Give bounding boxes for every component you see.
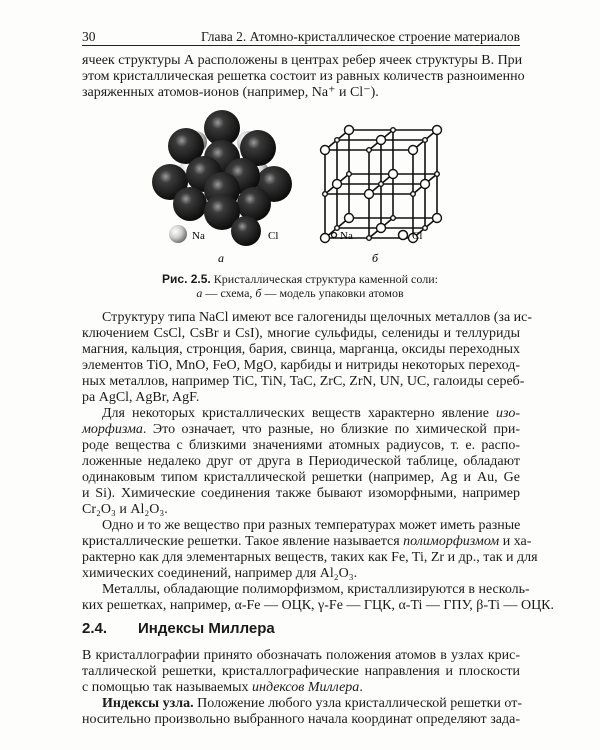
cl-atom [173, 187, 207, 221]
text-segment: с помощью так называемых [82, 680, 252, 695]
legend-a-cl: Cl [268, 230, 279, 242]
intro-paragraph [82, 53, 525, 101]
cl-node [421, 180, 430, 189]
cl-atom [237, 187, 271, 221]
paragraph-polymorphism [82, 518, 538, 582]
figure-caption [0, 272, 600, 300]
na-node [347, 172, 352, 177]
chapter-title: Глава 2. Атомно-кристаллическое строение материалов [200, 29, 520, 44]
cl-node [333, 180, 342, 189]
cl-node [321, 146, 330, 155]
paragraph-nacl-types [82, 310, 533, 406]
running-header [82, 27, 520, 46]
text-line [82, 326, 520, 342]
text-segment: В кристаллографии принято обозначать положения атомов в узлах крис- [82, 648, 520, 663]
na-node [423, 226, 428, 231]
text-segment: Cr₂O₃ и Al₂O₃. [82, 502, 168, 517]
na-node [423, 138, 428, 143]
text-segment: этом кристаллическая решетка состоит из равных количеств разноименно [82, 69, 525, 84]
text-segment: и ха- [499, 534, 532, 549]
na-node [411, 192, 416, 197]
section-title: Индексы Миллера [138, 620, 275, 637]
na-node [435, 172, 440, 177]
caption-b-text: — модель упаковки атомов [261, 286, 404, 300]
text-line [82, 438, 520, 454]
text-segment: элементов TiO, MnO, FeO, MgO, карбиды и нитриды некоторых переход- [82, 358, 520, 373]
na-node [379, 182, 384, 187]
text-line [82, 470, 520, 486]
text-line [82, 712, 520, 728]
text-line [82, 85, 520, 101]
legend-b-na: Na [340, 230, 353, 242]
na-node [367, 236, 372, 241]
text-segment: Металлы, обладающие полиморфизмом, кристаллизируются в несколь- [102, 582, 530, 597]
text-segment: Одно и то же вещество при разных температурах может иметь разные [102, 518, 521, 533]
nacl-lattice-model [321, 126, 442, 243]
text-line [82, 310, 533, 326]
paragraph-isomorphism [82, 406, 520, 518]
caption-b: б [255, 286, 262, 300]
text-segment: и Si). Химические соединения также бывают изоморфными, например [82, 486, 520, 501]
cl-node [365, 190, 374, 199]
text-line [82, 566, 520, 582]
caption-a-text: — схема, [202, 286, 256, 300]
text-segment: индексов Миллера [252, 680, 360, 695]
na-node [391, 128, 396, 133]
text-segment: изо- [496, 406, 520, 421]
subfigure-label-a: а [218, 251, 224, 265]
text-segment: ячеек структуры А расположены в центрах ребер ячеек структуры В. При [82, 53, 523, 68]
na-sphere-icon [169, 225, 187, 243]
text-segment: одинаковым типом кристаллической решетки (например, Ag и Au, Ge [82, 470, 520, 485]
na-node [391, 216, 396, 221]
cl-sphere-icon [231, 216, 261, 246]
na-node [367, 148, 372, 153]
text-segment: рактерно как для элементарных веществ, таких как Fe, Ti, Zr и др., так и для [82, 550, 538, 565]
text-segment: морфизма [82, 422, 143, 437]
cl-node [409, 146, 418, 155]
nacl-sphere-model [152, 110, 292, 230]
legend-a-na: Na [192, 230, 205, 242]
na-node [323, 192, 328, 197]
text-line [82, 406, 520, 422]
cl-node [321, 234, 330, 243]
na-node [335, 226, 340, 231]
cl-node [433, 214, 442, 223]
text-segment: . [359, 680, 363, 695]
section-number: 2.4. [82, 620, 108, 637]
text-segment: ких решетках, например, α-Fe — ОЦК, γ-Fe — ГЦК, α-Ti — ГПУ, β-Ti — ОЦК. [82, 598, 555, 613]
text-segment: полиморфизмом [403, 534, 500, 549]
body-text-column [82, 310, 555, 614]
text-line [82, 648, 520, 664]
na-node [335, 138, 340, 143]
text-line [82, 342, 520, 358]
legend-b-cl: Cl [412, 230, 423, 242]
text-line [82, 550, 538, 566]
text-segment: заряженных атомов-ионов (например, Na⁺ и Cl⁻). [82, 85, 379, 100]
text-line [82, 582, 530, 598]
caption-line-1: Кристаллическая структура каменной соли: [213, 272, 438, 286]
text-segment: кристаллические решетки. Такое явление называется [82, 534, 404, 549]
text-line [82, 518, 520, 534]
text-segment: ных металлов, например TiC, TiN, TaC, ZrC, ZrN, UN, UC, галоиды сереб- [82, 374, 525, 389]
cl-node [433, 126, 442, 135]
cl-node [377, 224, 386, 233]
paragraph-node-indices [82, 696, 520, 728]
text-segment: ра AgCl, AgBr, AgF. [82, 390, 200, 405]
text-segment: Индексы узла. [102, 696, 194, 711]
text-segment: ключением CsCl, CsBr и CsI), многие сульфиды, селениды и теллуриды [82, 326, 520, 341]
text-segment: таллической решетки, кристаллографические направления и плоскости [82, 664, 520, 679]
cl-node [377, 136, 386, 145]
text-line [82, 454, 520, 470]
caption-label: Рис. 2.5. [162, 272, 211, 286]
text-segment: химических соединений, например для Al₂O₃. [82, 566, 358, 581]
text-line [82, 422, 520, 438]
text-segment: магния, кальция, стронция, бария, свинца, марганца, оксиды переходных [82, 342, 520, 357]
text-line [82, 502, 520, 518]
text-line [82, 664, 520, 680]
cl-node [345, 214, 354, 223]
subfigure-label-b: б [372, 251, 379, 265]
text-segment: роде вещества с близкими значениями атомных радиусов, т. е. распо- [82, 438, 520, 453]
na-node-icon [332, 233, 337, 238]
caption-a: а [196, 286, 203, 300]
cl-node-icon [399, 231, 408, 240]
text-line [82, 680, 520, 696]
text-segment: ложенные недалеко друг от друга в Периодической таблице, обладают [82, 454, 520, 469]
text-line [82, 53, 523, 69]
cl-node [345, 126, 354, 135]
text-line [82, 696, 520, 712]
text-line [82, 69, 525, 85]
text-line [82, 374, 525, 390]
section-text-column [82, 648, 520, 728]
text-line [82, 390, 520, 406]
text-line [82, 534, 532, 550]
text-segment: Для некоторых кристаллических веществ характерно явление [102, 406, 497, 421]
text-line [82, 598, 555, 614]
paragraph-metals [82, 582, 555, 614]
paragraph-miller-intro [82, 648, 520, 696]
cl-node [389, 170, 398, 179]
text-segment: Структуру типа NaCl имеют все галогениды щелочных металлов (за ис- [102, 310, 533, 325]
figure-2-5 [0, 100, 600, 270]
page-number: 30 [82, 29, 96, 44]
text-line [82, 486, 520, 502]
text-line [82, 358, 520, 374]
text-segment: Положение любого узла кристаллической решетки от- [193, 696, 522, 711]
section-heading [82, 620, 275, 638]
text-segment: носительно произвольно выбранного начала координат определяют зада- [82, 712, 520, 727]
text-segment: . Это означает, что разные, но близкие по химической при- [142, 422, 520, 437]
